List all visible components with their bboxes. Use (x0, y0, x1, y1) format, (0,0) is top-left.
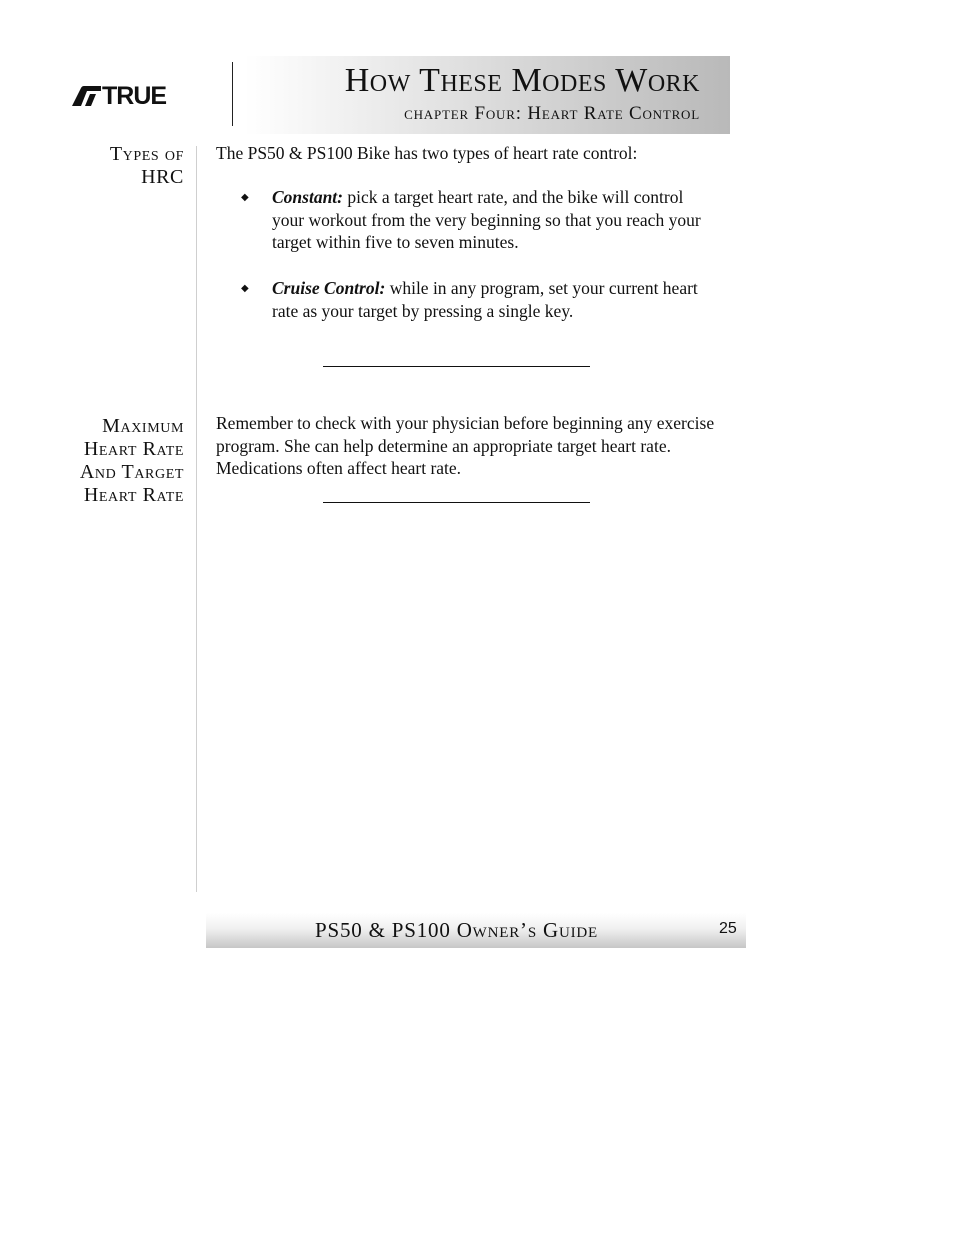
side-margin-rule (196, 146, 197, 892)
footer-guide-title: PS50 & PS100 Owner’s Guide (315, 918, 598, 942)
page-title: How These Modes Work (344, 62, 700, 99)
true-logo (72, 82, 212, 110)
logo-wordmark: TRUE (102, 82, 167, 110)
section-heading-max-target-heart-rate: Maximum Heart Rate And Target Heart Rate (79, 415, 184, 506)
bullet-diamond-icon: ◆ (241, 192, 249, 203)
section-divider (323, 366, 590, 367)
bullet-term: Cruise Control: (272, 278, 386, 298)
section-divider (323, 502, 590, 503)
section-heading-types-of-hrc: Types of HRC (109, 143, 184, 188)
header-divider (232, 62, 233, 126)
bullet-item-constant (272, 186, 702, 254)
bullet-description: while in any program, set your current heart rate as your target by pressing a single key. (272, 278, 698, 321)
bullet-description: pick a target heart rate, and the bike will control your workout from the very beginning so that you reach your target within five to seven minutes. (272, 187, 701, 252)
section-body: Remember to check with your physician before beginning any exercise program. She can help determine an appropriate target heart rate. Medications often affect heart rate. (216, 413, 715, 478)
bullet-diamond-icon: ◆ (241, 283, 249, 294)
section-intro: The PS50 & PS100 Bike has two types of heart rate control: (216, 143, 638, 163)
chapter-subtitle: chapter Four: Heart Rate Control (404, 103, 700, 124)
page-number: 25 (719, 920, 737, 937)
bullet-item-cruise-control (272, 277, 702, 322)
bullet-term: Constant: (272, 187, 343, 207)
true-logo-mark-icon (72, 86, 102, 106)
